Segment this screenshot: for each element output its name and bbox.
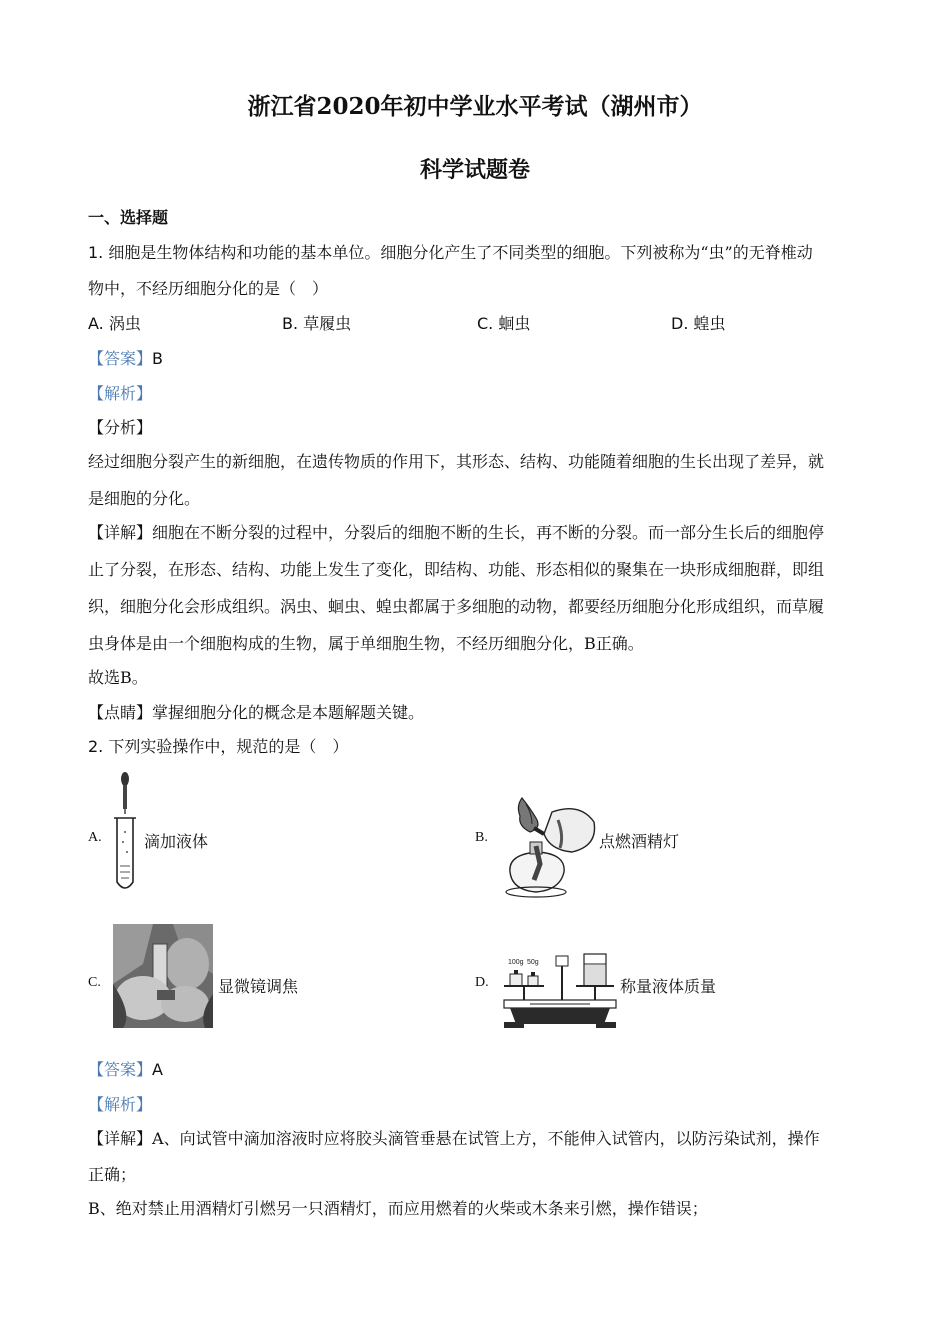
- option-d: D. 蝗虫: [671, 314, 726, 333]
- fenxi-tag: 【分析】: [88, 418, 153, 437]
- question-number: 2.: [88, 737, 104, 756]
- microscope-photo: [113, 924, 213, 1028]
- balance-figure: [500, 946, 620, 1030]
- option-a: A. 涡虫: [88, 314, 141, 333]
- detail-line2: 止了分裂，在形态、结构、功能上发生了变化，即结构、功能、形态相似的聚集在一块形成细胞群，即组: [88, 560, 825, 579]
- detail-line4: 虫身体是由一个细胞构成的生物，属于单细胞生物，不经历细胞分化，B正确。: [88, 634, 644, 653]
- tilted-lamp: [544, 809, 595, 852]
- figure-d-caption: 称量液体质量: [620, 977, 717, 996]
- fenxi-line1: 经过细胞分裂产生的新细胞，在遗传物质的作用下，其形态、结构、功能随着细胞的生长出现了差异，就: [88, 452, 825, 471]
- detail-tag: 【详解】: [88, 1129, 153, 1148]
- answer-line-2: [88, 1057, 163, 1080]
- analysis-tag-2: 【解析】: [88, 1095, 153, 1114]
- figure-b-label: B.: [475, 830, 488, 845]
- question-2-stem: 2. 下列实验操作中，规范的是（ ）: [88, 737, 349, 756]
- answer-tag: 【答案】: [88, 349, 153, 368]
- figure-c-label: C.: [88, 975, 101, 990]
- detail-line1: 【详解】细胞在不断分裂的过程中，分裂后的细胞不断的生长，再不断的分裂。而一部分生长后的细胞停: [88, 523, 825, 542]
- figure-d-label: D.: [475, 975, 489, 990]
- option-c: C. 蛔虫: [477, 314, 531, 333]
- fenxi-line2: 是细胞的分化。: [88, 489, 201, 508]
- page-title: 浙江省2020年初中学业水平考试（湖州市）: [247, 93, 703, 120]
- q2-detail-line3: B、绝对禁止用酒精灯引燃另一只酒精灯，而应用燃着的火柴或木条来引燃，操作错误；: [88, 1199, 708, 1218]
- q2-detail-line2: 正确；: [88, 1165, 137, 1184]
- section-heading: 一、选择题: [88, 208, 169, 227]
- answer-line: [88, 346, 163, 369]
- tip-tag: 【点睛】: [88, 703, 153, 722]
- weight-50g: [528, 976, 538, 986]
- answer-value: B: [152, 349, 163, 368]
- question-1-stem: [88, 240, 813, 263]
- figure-c-caption: 显微镜调焦: [218, 977, 299, 996]
- analysis-tag: 【解析】: [88, 384, 153, 403]
- detail-tag: 【详解】: [88, 523, 153, 542]
- weight-100g: [510, 974, 522, 986]
- question-1-stem-line1: 细胞是生物体结构和功能的基本单位。细胞分化产生了不同类型的细胞。下列被称为“虫”的无脊椎动: [108, 243, 813, 262]
- dropper-bulb: [121, 772, 129, 786]
- detail-line3: 织，细胞分化会形成组织。涡虫、蛔虫、蝗虫都属于多细胞的动物，都要经历细胞分化形成组织，而草履: [88, 597, 825, 616]
- tip-line: 【点睛】掌握细胞分化的概念是本题解题关键。: [88, 703, 425, 722]
- option-b: B. 草履虫: [282, 314, 352, 333]
- weight-label-50g: 50g: [527, 959, 539, 966]
- answer-tag: 【答案】: [88, 1060, 153, 1079]
- dropper-stem: [123, 785, 127, 809]
- answer-value: A: [152, 1060, 163, 1079]
- conclusion: 故选B。: [88, 668, 148, 687]
- question-number: 1.: [88, 243, 104, 262]
- figure-a-label: A.: [88, 830, 102, 845]
- figure-a-caption: 滴加液体: [144, 832, 209, 851]
- weight-label-100g: 100g: [508, 959, 524, 966]
- q2-detail-line1: 【详解】A、向试管中滴加溶液时应将胶头滴管垂悬在试管上方，不能伸入试管内，以防污染试剂，操作: [88, 1129, 820, 1148]
- figure-b-caption: 点燃酒精灯: [599, 832, 680, 851]
- dropper-test-tube-figure: [108, 770, 144, 895]
- alcohol-lamp-figure: [500, 790, 600, 900]
- balance-base: [510, 1008, 610, 1024]
- page-subtitle: 科学试题卷: [419, 157, 530, 183]
- question-1-stem-line2: 物中，不经历细胞分化的是（ ）: [88, 279, 329, 298]
